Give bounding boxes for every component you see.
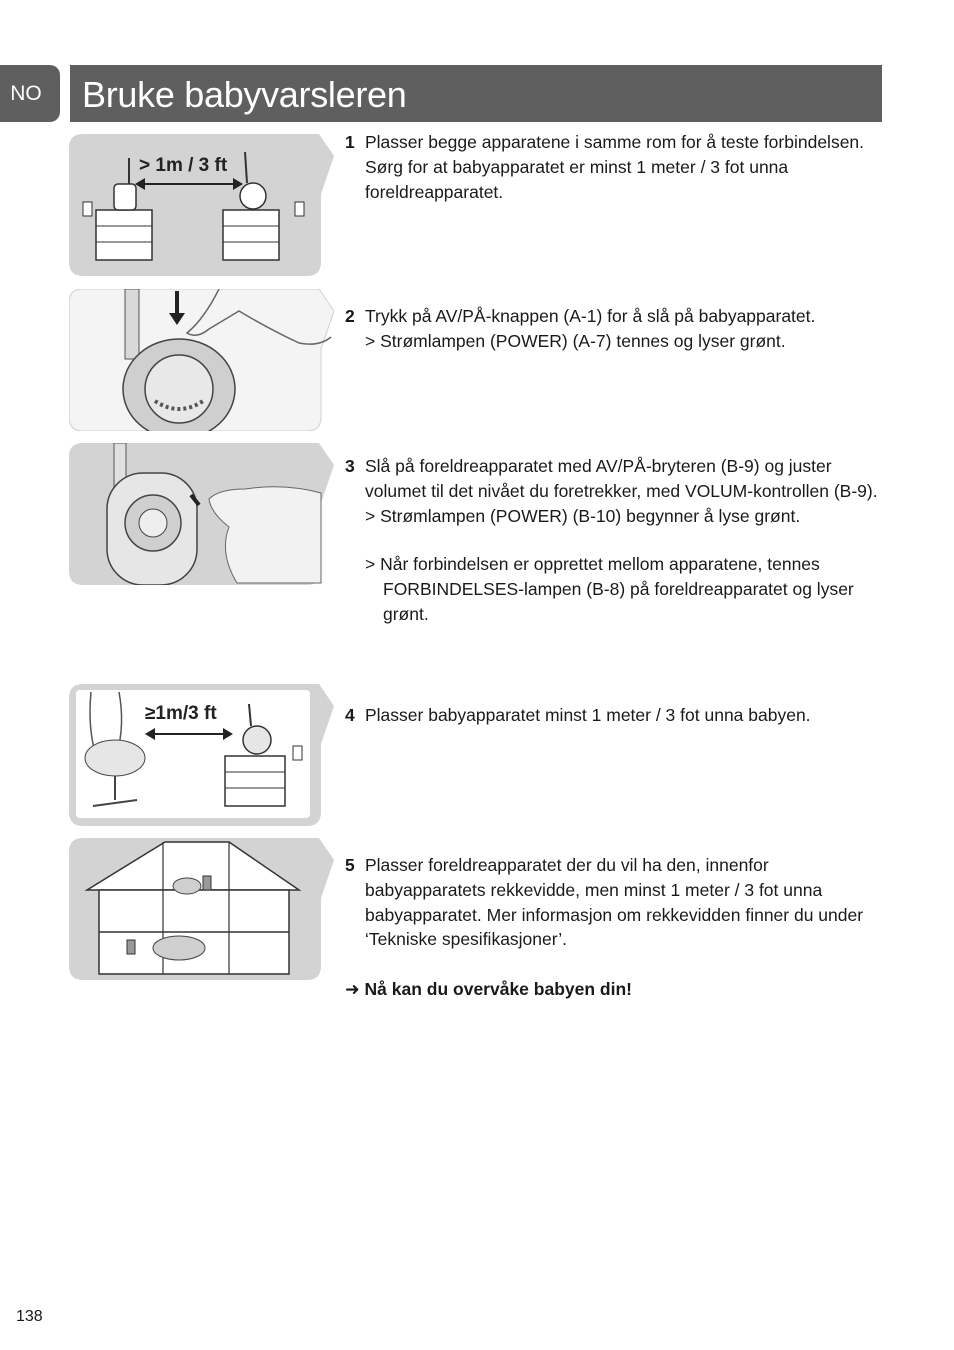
illustration-step-2 — [69, 289, 334, 431]
language-tab: NO — [0, 65, 60, 122]
distance-label-2: ≥1m/3 ft — [145, 703, 217, 724]
illustration-step-4 — [69, 684, 334, 826]
final-message: ➜ Nå kan du overvåke babyen din! — [345, 979, 632, 999]
step-result: > Strømlampen (POWER) (A-7) tennes og lyser grønt. — [365, 330, 786, 351]
illustration-step-5 — [69, 838, 334, 980]
illustration-step-1 — [69, 134, 334, 276]
step-2 — [345, 304, 890, 354]
step-text: Plasser foreldreapparatet der du vil ha den, innenfor babyapparatets rekkevidde, men minst 1 meter / 3 fot unna babyapparatet. Mer informasjon om rekkevidden finner du under ‘Tekniske spesifikasjoner’. — [365, 855, 864, 950]
page-title-bar — [70, 65, 882, 122]
step-5 — [345, 853, 890, 952]
step-text: Trykk på AV/PÅ-knappen (A-1) for å slå på babyapparatet. — [365, 306, 816, 326]
step-text: Slå på foreldreapparatet med AV/PÅ-bryteren (B-9) og juster volumet til det nivået du foretrekker, med VOLUM-kontrollen (B-9). — [365, 456, 878, 501]
step-number: 2 — [345, 306, 355, 326]
step-3 — [345, 454, 890, 627]
step-number: 3 — [345, 456, 355, 476]
step-number: 1 — [345, 132, 355, 152]
step-number: 5 — [345, 855, 355, 875]
step-result-connection: > Når forbindelsen er opprettet mellom apparatene, tennes FORBINDELSES-lampen (B-8) på foreldreapparatet og lyser grønt. — [365, 554, 854, 624]
step-1 — [345, 130, 890, 204]
page-title: Bruke babyvarsleren — [82, 74, 407, 115]
illustration-step-3 — [69, 443, 334, 585]
step-text: Plasser begge apparatene i samme rom for å teste forbindelsen. Sørg for at babyapparatet er minst 1 meter / 3 fot unna foreldreapparatet. — [365, 132, 865, 202]
step-text: Plasser babyapparatet minst 1 meter / 3 fot unna babyen. — [365, 705, 811, 725]
step-result: > Strømlampen (POWER) (B-10) begynner å lyse grønt. — [365, 505, 801, 526]
step-4 — [345, 703, 890, 728]
step-number: 4 — [345, 705, 355, 725]
page-number: 138 — [16, 1308, 43, 1325]
distance-label-1: > 1m / 3 ft — [139, 155, 228, 176]
